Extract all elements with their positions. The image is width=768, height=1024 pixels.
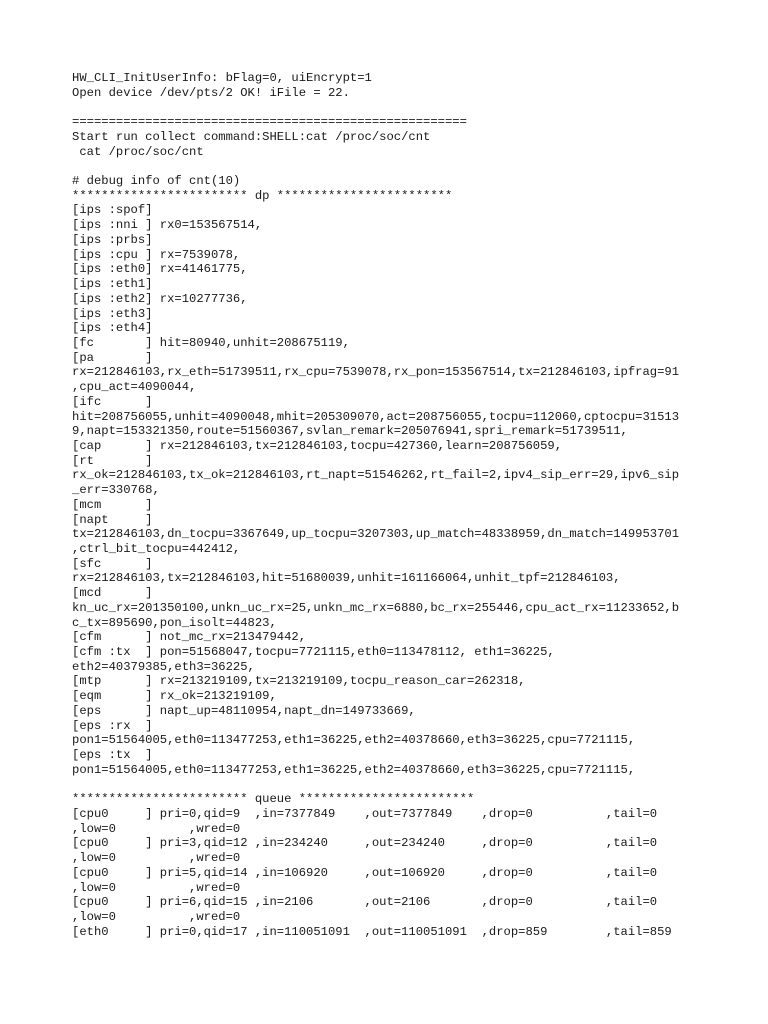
output-line: [eth0 ] pri=0,qid=17 ,in=110051091 ,out=110051091 ,drop=859 ,tail=859 <box>72 924 672 939</box>
terminal-output <box>72 71 712 939</box>
output-line: ,low=0 ,wred=0 <box>72 880 241 895</box>
output-line: [ips :eth3] <box>72 306 153 321</box>
output-line: cat /proc/soc/cnt <box>72 144 204 159</box>
output-line: [cfm ] not_mc_rx=213479442, <box>72 630 307 645</box>
output-line: ====================================================== <box>72 115 467 130</box>
output-line: ,low=0 ,wred=0 <box>72 909 241 924</box>
output-line: [ips :nni ] rx0=153567514, <box>72 218 263 233</box>
output-line: [ifc ] <box>72 394 153 409</box>
output-line: [ips :eth0] rx=41461775, <box>72 262 248 277</box>
output-line: Start run collect command:SHELL:cat /proc/soc/cnt <box>72 129 431 144</box>
output-line: rx=212846103,tx=212846103,hit=51680039,unhit=161166064,unhit_tpf=212846103, <box>72 571 621 586</box>
output-line: [rt ] <box>72 453 153 468</box>
output-line: ************************ dp ************************ <box>72 188 453 203</box>
output-line: kn_uc_rx=201350100,unkn_uc_rx=25,unkn_mc_rx=6880,bc_rx=255446,cpu_act_rx=11233652,b <box>72 600 680 615</box>
output-line: [mtp ] rx=213219109,tx=213219109,tocpu_reason_car=262318, <box>72 674 526 689</box>
output-line <box>72 100 712 115</box>
output-line: Open device /dev/pts/2 OK! iFile = 22. <box>72 85 350 100</box>
output-line: [sfc ] <box>72 556 153 571</box>
output-line: _err=330768, <box>72 483 160 498</box>
output-line: [cpu0 ] pri=0,qid=9 ,in=7377849 ,out=7377849 ,drop=0 ,tail=0 <box>72 806 658 821</box>
output-line: [cpu0 ] pri=6,qid=15 ,in=2106 ,out=2106 ,drop=0 ,tail=0 <box>72 895 658 910</box>
output-line: [ips :spof] <box>72 203 153 218</box>
output-line: [ips :cpu ] rx=7539078, <box>72 247 241 262</box>
output-line: ,cpu_act=4090044, <box>72 380 197 395</box>
output-line: hit=208756055,unhit=4090048,mhit=205309070,act=208756055,tocpu=112060,cptocpu=31513 <box>72 409 680 424</box>
output-line: [pa ] <box>72 350 153 365</box>
output-line: tx=212846103,dn_tocpu=3367649,up_tocpu=3207303,up_match=48338959,dn_match=149953701 <box>72 527 680 542</box>
output-line: [eqm ] rx_ok=213219109, <box>72 689 277 704</box>
output-line: [eps :tx ] <box>72 748 153 763</box>
output-line: [cpu0 ] pri=5,qid=14 ,in=106920 ,out=106920 ,drop=0 ,tail=0 <box>72 865 658 880</box>
output-line <box>72 159 712 174</box>
output-line: rx_ok=212846103,tx_ok=212846103,rt_napt=51546262,rt_fail=2,ipv4_sip_err=29,ipv6_sip <box>72 468 680 483</box>
output-line: 9,napt=153321350,route=51560367,svlan_remark=205076941,spri_remark=51739511, <box>72 424 628 439</box>
output-line: # debug info of cnt(10) <box>72 174 241 189</box>
output-line: [eps :rx ] <box>72 718 153 733</box>
output-line: pon1=51564005,eth0=113477253,eth1=36225,eth2=40378660,eth3=36225,cpu=7721115, <box>72 733 636 748</box>
output-line: [napt ] <box>72 512 153 527</box>
output-line: eth2=40379385,eth3=36225, <box>72 659 255 674</box>
output-line: [eps ] napt_up=48110954,napt_dn=149733669, <box>72 703 416 718</box>
output-line: ************************ queue ************************ <box>72 792 475 807</box>
output-line: [cap ] rx=212846103,tx=212846103,tocpu=427360,learn=208756059, <box>72 438 563 453</box>
output-line: [mcd ] <box>72 586 153 601</box>
output-line: rx=212846103,rx_eth=51739511,rx_cpu=7539078,rx_pon=153567514,tx=212846103,ipfrag=91 <box>72 365 680 380</box>
output-line: ,low=0 ,wred=0 <box>72 821 241 836</box>
output-line <box>72 778 712 793</box>
output-line: ,ctrl_bit_tocpu=442412, <box>72 542 241 556</box>
output-line: [ips :eth2] rx=10277736, <box>72 291 248 306</box>
output-line: [cpu0 ] pri=3,qid=12 ,in=234240 ,out=234240 ,drop=0 ,tail=0 <box>72 836 658 851</box>
output-line: HW_CLI_InitUserInfo: bFlag=0, uiEncrypt=1 <box>72 71 372 85</box>
output-line: [mcm ] <box>72 497 153 512</box>
output-line: [ips :prbs] <box>72 232 153 247</box>
output-line: ,low=0 ,wred=0 <box>72 851 241 866</box>
output-line: [ips :eth4] <box>72 321 153 336</box>
output-line: c_tx=895690,pon_isolt=44823, <box>72 615 277 630</box>
output-line: [cfm :tx ] pon=51568047,tocpu=7721115,eth0=113478112, eth1=36225, <box>72 645 555 660</box>
output-line: [fc ] hit=80940,unhit=208675119, <box>72 335 350 350</box>
output-line: [ips :eth1] <box>72 277 153 292</box>
output-line: pon1=51564005,eth0=113477253,eth1=36225,eth2=40378660,eth3=36225,cpu=7721115, <box>72 762 636 777</box>
